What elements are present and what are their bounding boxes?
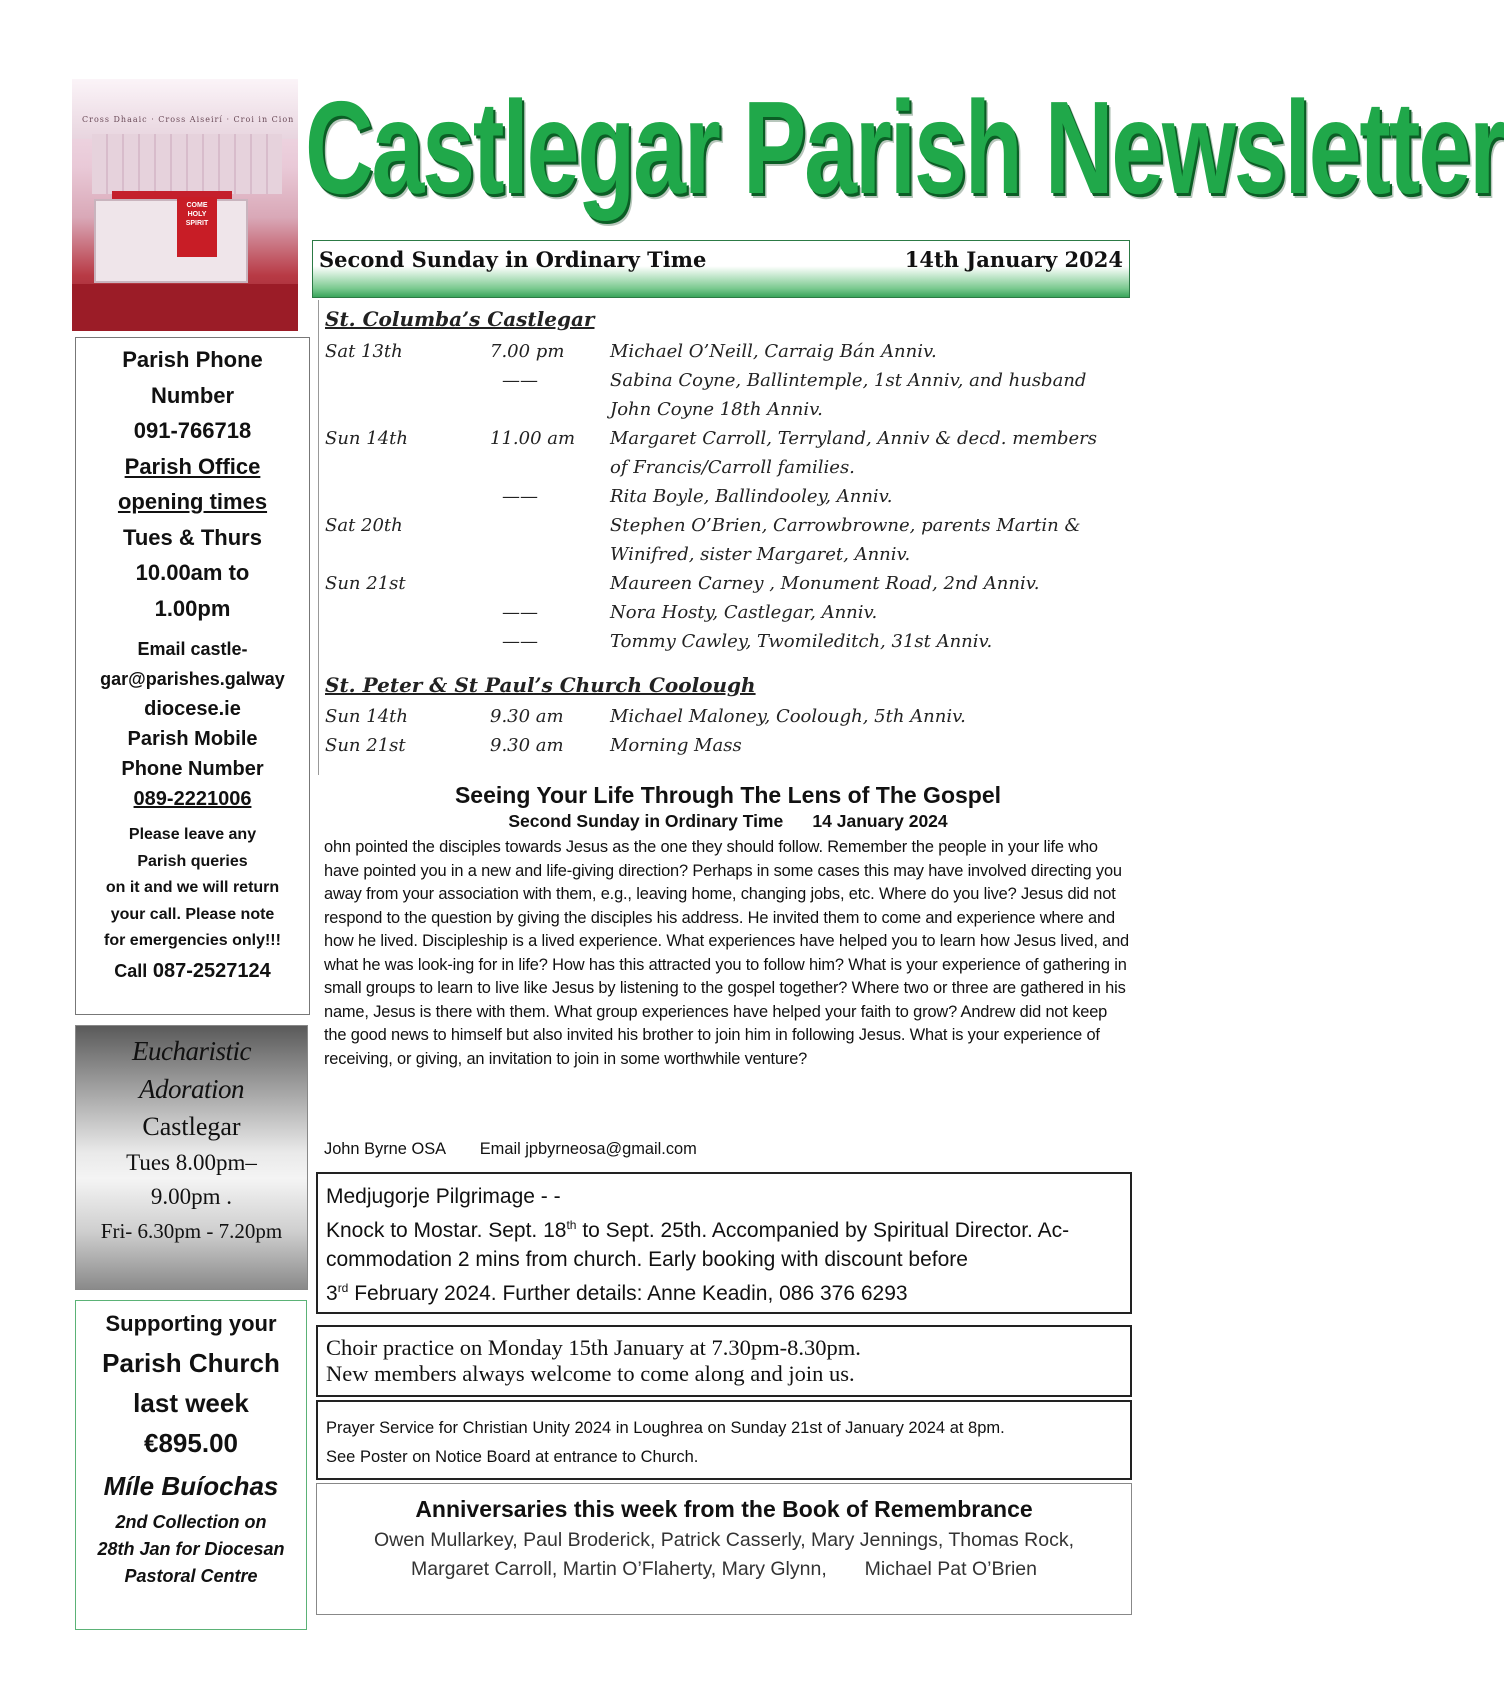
emergency-call bbox=[76, 955, 309, 987]
phone-number: 091-766718 bbox=[133, 418, 252, 443]
adoration-box bbox=[75, 1025, 308, 1290]
author-email: Email jpbyrneosa@gmail.com bbox=[479, 1140, 697, 1158]
church-heading-coolough: St. Peter & St Paul’s Church Coolough bbox=[325, 673, 756, 697]
mass-intention: Winifred, sister Margaret, Anniv. bbox=[610, 544, 911, 565]
prayer-line: See Poster on Notice Board at entrance to Church. bbox=[326, 1448, 699, 1466]
choir-line: New members always welcome to come along and join us. bbox=[326, 1361, 855, 1386]
gospel-reflection: ohn pointed the disciples towards Jesus as the one they should follow. Remember the people in your life who have pointed you in a new and life-giving direction? Perhaps in some cases this may have involved directing you away from your association with them, e.g., leaving home, changing jobs, etc. Where do you live? Jesus did not respond to the question by giving the disciples his address. He invited them to come and experience where and how he lived. Discipleship is a lived experience. What experiences have helped you to learn how Jesus lived, and what he was look-ing for in life? How has this attracted you to follow him? What is your experience of gathering in small groups to learn to live like Jesus by listening to the gospel together? Where two or three are gathered in his name, Jesus is there with them. What group experiences have helped your faith to grow? Andrew did not keep the good news to himself but also invited his brother to join him in following Jesus. What is your experience of receiving, or giving, an invitation to join in some worthwhile venture? bbox=[324, 838, 1130, 1068]
issue-date: 14th January 2024 bbox=[904, 247, 1123, 272]
gospel-title: Seeing Your Life Through The Lens of The Gospel bbox=[454, 782, 1002, 808]
adoration-title: Adoration bbox=[138, 1074, 244, 1104]
queries-note: Please leave any bbox=[128, 826, 257, 843]
choir-notice bbox=[316, 1325, 1132, 1397]
call-number: 087-2527124 bbox=[152, 959, 271, 982]
newsletter-title bbox=[305, 68, 1504, 243]
mass-intention: Tommy Cawley, Twomileditch, 31st Anniv. bbox=[610, 631, 993, 652]
thanks-text: Míle Buíochas bbox=[103, 1471, 279, 1501]
adoration-time: 9.00pm . bbox=[150, 1184, 233, 1209]
pilgrimage-line: Medjugorje Pilgrimage - - bbox=[326, 1185, 561, 1208]
mass-intention: of Francis/Carroll families. bbox=[610, 457, 855, 478]
gospel-subtitle: Second Sunday in Ordinary Time 14 January 2024 bbox=[508, 811, 948, 831]
pilgrimage-notice bbox=[316, 1172, 1132, 1314]
office-days: Tues & Thurs bbox=[123, 524, 262, 550]
choir-line: Choir practice on Monday 15th January at 7.30pm-8.30pm. bbox=[326, 1335, 861, 1360]
phone-label: Number bbox=[150, 382, 235, 408]
mass-intention: Morning Mass bbox=[610, 735, 742, 756]
queries-note: your call. Please note bbox=[110, 905, 275, 923]
altar-banner: COME HOLY SPIRIT bbox=[177, 197, 217, 257]
contact-box bbox=[75, 337, 310, 1015]
column-divider bbox=[318, 300, 319, 775]
mass-intention: Rita Boyle, Ballindooley, Anniv. bbox=[610, 486, 893, 507]
mass-intention: Nora Hosty, Castlegar, Anniv. bbox=[610, 602, 878, 623]
adoration-time: Tues 8.00pm– bbox=[126, 1150, 257, 1175]
mass-intention: Stephen O’Brien, Carrowbrowne, parents Martin & bbox=[610, 515, 1081, 536]
office-time: 1.00pm bbox=[154, 595, 231, 621]
occasion: Second Sunday in Ordinary Time bbox=[319, 247, 707, 272]
mass-day: Sat 13th bbox=[325, 341, 403, 362]
mobile-label: Phone Number bbox=[121, 758, 264, 780]
second-collection: 2nd Collection on bbox=[115, 1512, 267, 1532]
anniversaries-names: Owen Mullarkey, Paul Broderick, Patrick Casserly, Mary Jennings, Thomas Rock, bbox=[373, 1529, 1075, 1551]
author-name: John Byrne OSA bbox=[324, 1140, 446, 1158]
mass-intention: Margaret Carroll, Terryland, Anniv & decd. members bbox=[610, 428, 1098, 449]
email-address: diocese.ie bbox=[144, 698, 241, 720]
second-collection: Pastoral Centre bbox=[124, 1566, 258, 1586]
office-time: 10.00am to bbox=[135, 560, 250, 585]
anniversaries-names: Margaret Carroll, Martin O’Flaherty, Mary Glynn, Michael Pat O’Brien bbox=[411, 1558, 1037, 1580]
mass-time: —— bbox=[502, 486, 538, 507]
adoration-title: Eucharistic bbox=[132, 1036, 251, 1066]
support-label: Supporting your bbox=[105, 1311, 277, 1336]
anniversaries-box bbox=[316, 1483, 1132, 1615]
phone-label: Parish Phone bbox=[122, 347, 263, 372]
mass-schedule-coolough bbox=[325, 702, 1135, 762]
mass-time: —— bbox=[502, 370, 538, 391]
email-address: gar@parishes.galway bbox=[100, 669, 285, 689]
call-label: Call bbox=[114, 960, 148, 981]
mobile-number: 089-2221006 bbox=[133, 788, 252, 810]
pilgrimage-line: 3rd February 2024. Further details: Anne Keadin, 086 376 6293 bbox=[326, 1281, 908, 1305]
anniversaries-heading: Anniversaries this week from the Book of Remembrance bbox=[415, 1496, 1033, 1522]
mass-day: Sun 21st bbox=[325, 573, 406, 594]
support-label: Parish Church bbox=[102, 1348, 280, 1378]
office-hours-label: Parish Office bbox=[124, 453, 261, 479]
mass-time: —— bbox=[502, 602, 538, 623]
support-label: last week bbox=[133, 1388, 249, 1418]
mass-day: Sun 21st bbox=[325, 735, 406, 756]
mass-time: 9.30 am bbox=[490, 706, 564, 727]
collection-amount: €895.00 bbox=[144, 1428, 238, 1458]
mass-schedule-columba bbox=[325, 337, 1135, 657]
prayer-line: Prayer Service for Christian Unity 2024 in Loughrea on Sunday 21st of January 2024 at 8pm. bbox=[326, 1419, 1005, 1437]
queries-note: for emergencies only!!! bbox=[104, 932, 281, 949]
mass-intention: Michael O’Neill, Carraig Bán Anniv. bbox=[610, 341, 937, 362]
newsletter-title-text: Castlegar Parish Newsletter bbox=[305, 74, 1504, 221]
author-line bbox=[324, 1140, 697, 1159]
mass-time: 7.00 pm bbox=[490, 341, 565, 362]
second-collection: 28th Jan for Diocesan bbox=[97, 1539, 285, 1559]
mass-intention: Michael Maloney, Coolough, 5th Anniv. bbox=[610, 706, 966, 727]
mass-intention: Sabina Coyne, Ballintemple, 1st Anniv, and husband bbox=[610, 370, 1087, 391]
mass-intention: Maureen Carney , Monument Road, 2nd Anniv. bbox=[610, 573, 1040, 594]
queries-note: on it and we will return bbox=[105, 879, 280, 896]
email-address: Email castle- bbox=[137, 639, 248, 659]
mobile-label: Parish Mobile bbox=[127, 728, 258, 750]
adoration-time: Fri- 6.30pm - 7.20pm bbox=[100, 1219, 283, 1243]
adoration-place: Castlegar bbox=[142, 1112, 241, 1141]
mass-day: Sun 14th bbox=[325, 428, 408, 449]
photo-ceiling-text: Cross Dhaaic · Cross Aiseirí · Croi in Cion bbox=[82, 115, 295, 124]
church-interior-photo bbox=[72, 79, 298, 331]
mass-time: —— bbox=[502, 631, 538, 652]
pilgrimage-line: Knock to Mostar. Sept. 18th to Sept. 25th. Accompanied by Spiritual Director. Ac- bbox=[326, 1218, 1070, 1242]
mass-day: Sat 20th bbox=[325, 515, 403, 536]
prayer-service-notice bbox=[316, 1400, 1132, 1480]
office-hours-label: opening times bbox=[117, 489, 268, 514]
mass-time: 9.30 am bbox=[490, 735, 564, 756]
church-heading-columba: St. Columba’s Castlegar bbox=[325, 307, 595, 331]
dateline-banner bbox=[312, 240, 1130, 298]
mass-intention: John Coyne 18th Anniv. bbox=[610, 399, 823, 420]
pilgrimage-line: commodation 2 mins from church. Early booking with discount before bbox=[326, 1248, 968, 1271]
mass-time: 11.00 am bbox=[490, 428, 576, 449]
mass-day: Sun 14th bbox=[325, 706, 408, 727]
collection-box bbox=[75, 1300, 307, 1630]
queries-note: Parish queries bbox=[137, 852, 248, 870]
